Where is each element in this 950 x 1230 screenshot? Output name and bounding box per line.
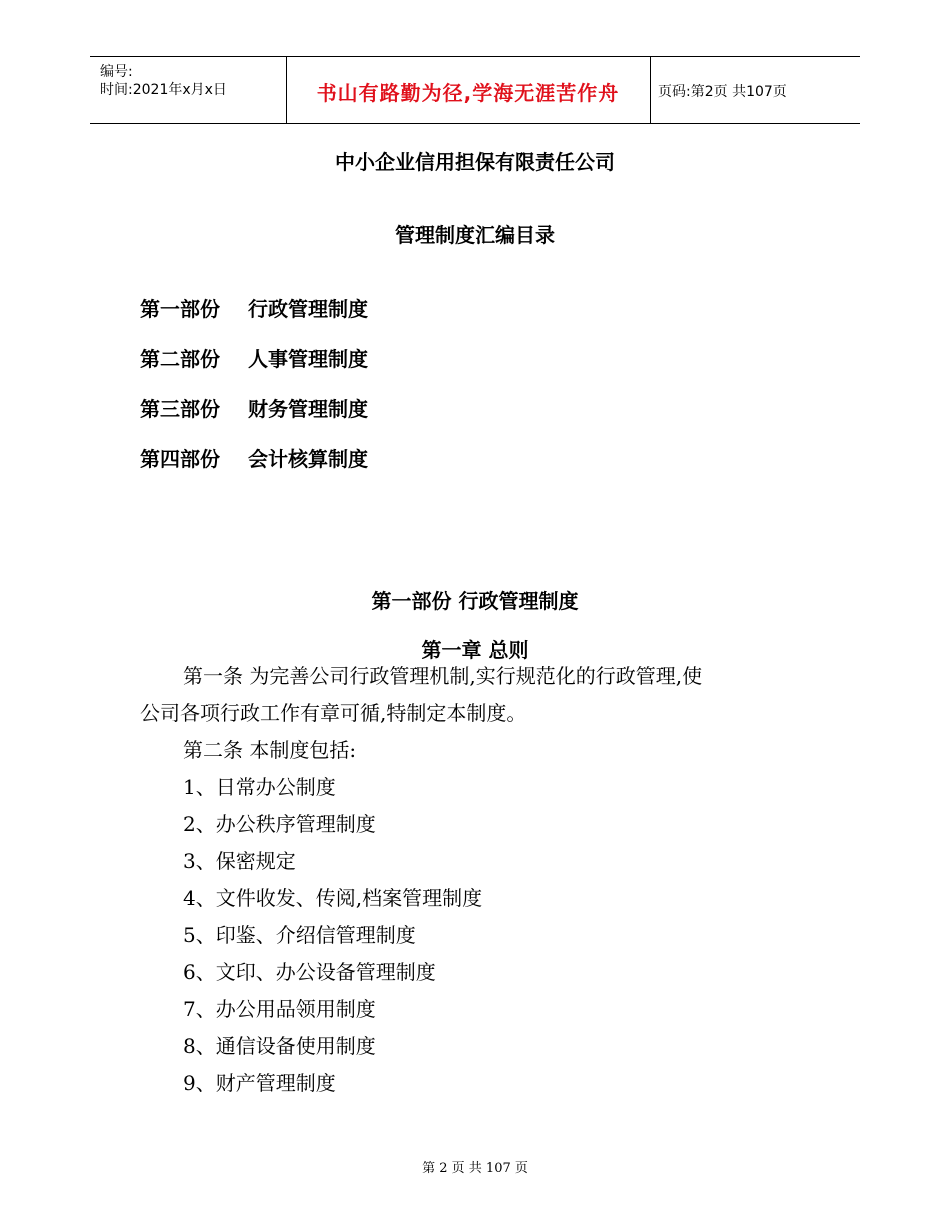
article-1-line-1: 第一条 为完善公司行政管理机制,实行规范化的行政管理,使 bbox=[183, 664, 703, 688]
article-2: 第二条 本制度包括: bbox=[183, 738, 357, 762]
toc-item-number: 第四部份 bbox=[140, 447, 220, 471]
page-footer: 第 2 页 共 107 页 bbox=[422, 1161, 528, 1176]
list-item: 4、文件收发、传阅,档案管理制度 bbox=[183, 886, 483, 910]
header-time-label: 时间:2021年x月x日 bbox=[100, 82, 227, 98]
header-motto-cell bbox=[286, 57, 651, 123]
toc-item bbox=[140, 293, 368, 322]
header-page-cell bbox=[650, 57, 860, 123]
list-item: 2、办公秩序管理制度 bbox=[183, 812, 376, 836]
list-item: 3、保密规定 bbox=[183, 849, 296, 873]
article-1-line-2: 公司各项行政工作有章可循,特制定本制度。 bbox=[140, 701, 527, 725]
header-code-label: 编号: bbox=[100, 64, 133, 80]
toc-item bbox=[140, 343, 368, 372]
toc-item bbox=[140, 393, 368, 422]
list-item: 7、办公用品领用制度 bbox=[183, 997, 376, 1021]
toc-item-title: 财务管理制度 bbox=[248, 397, 368, 421]
toc-item-number: 第二部份 bbox=[140, 347, 220, 371]
list-item: 9、财产管理制度 bbox=[183, 1071, 336, 1095]
list-item: 1、日常办公制度 bbox=[183, 775, 336, 799]
header-page-info: 页码:第2页 共107页 bbox=[658, 84, 787, 100]
catalog-title: 管理制度汇编目录 bbox=[395, 223, 555, 247]
header-motto: 书山有路勤为径,学海无涯苦作舟 bbox=[316, 81, 620, 105]
company-title: 中小企业信用担保有限责任公司 bbox=[335, 150, 615, 174]
page-header bbox=[90, 56, 860, 124]
toc-item-title: 行政管理制度 bbox=[248, 297, 368, 321]
chapter-title: 第一章 总则 bbox=[421, 638, 529, 662]
part-title: 第一部份 行政管理制度 bbox=[371, 589, 579, 613]
list-item: 6、文印、办公设备管理制度 bbox=[183, 960, 436, 984]
list-item: 5、印鉴、介绍信管理制度 bbox=[183, 923, 416, 947]
list-item: 8、通信设备使用制度 bbox=[183, 1034, 376, 1058]
toc-item-number: 第三部份 bbox=[140, 397, 220, 421]
toc-item-title: 人事管理制度 bbox=[248, 347, 368, 371]
toc-item bbox=[140, 443, 368, 472]
toc-item-title: 会计核算制度 bbox=[248, 447, 368, 471]
header-meta-cell bbox=[90, 57, 287, 123]
toc-item-number: 第一部份 bbox=[140, 297, 220, 321]
